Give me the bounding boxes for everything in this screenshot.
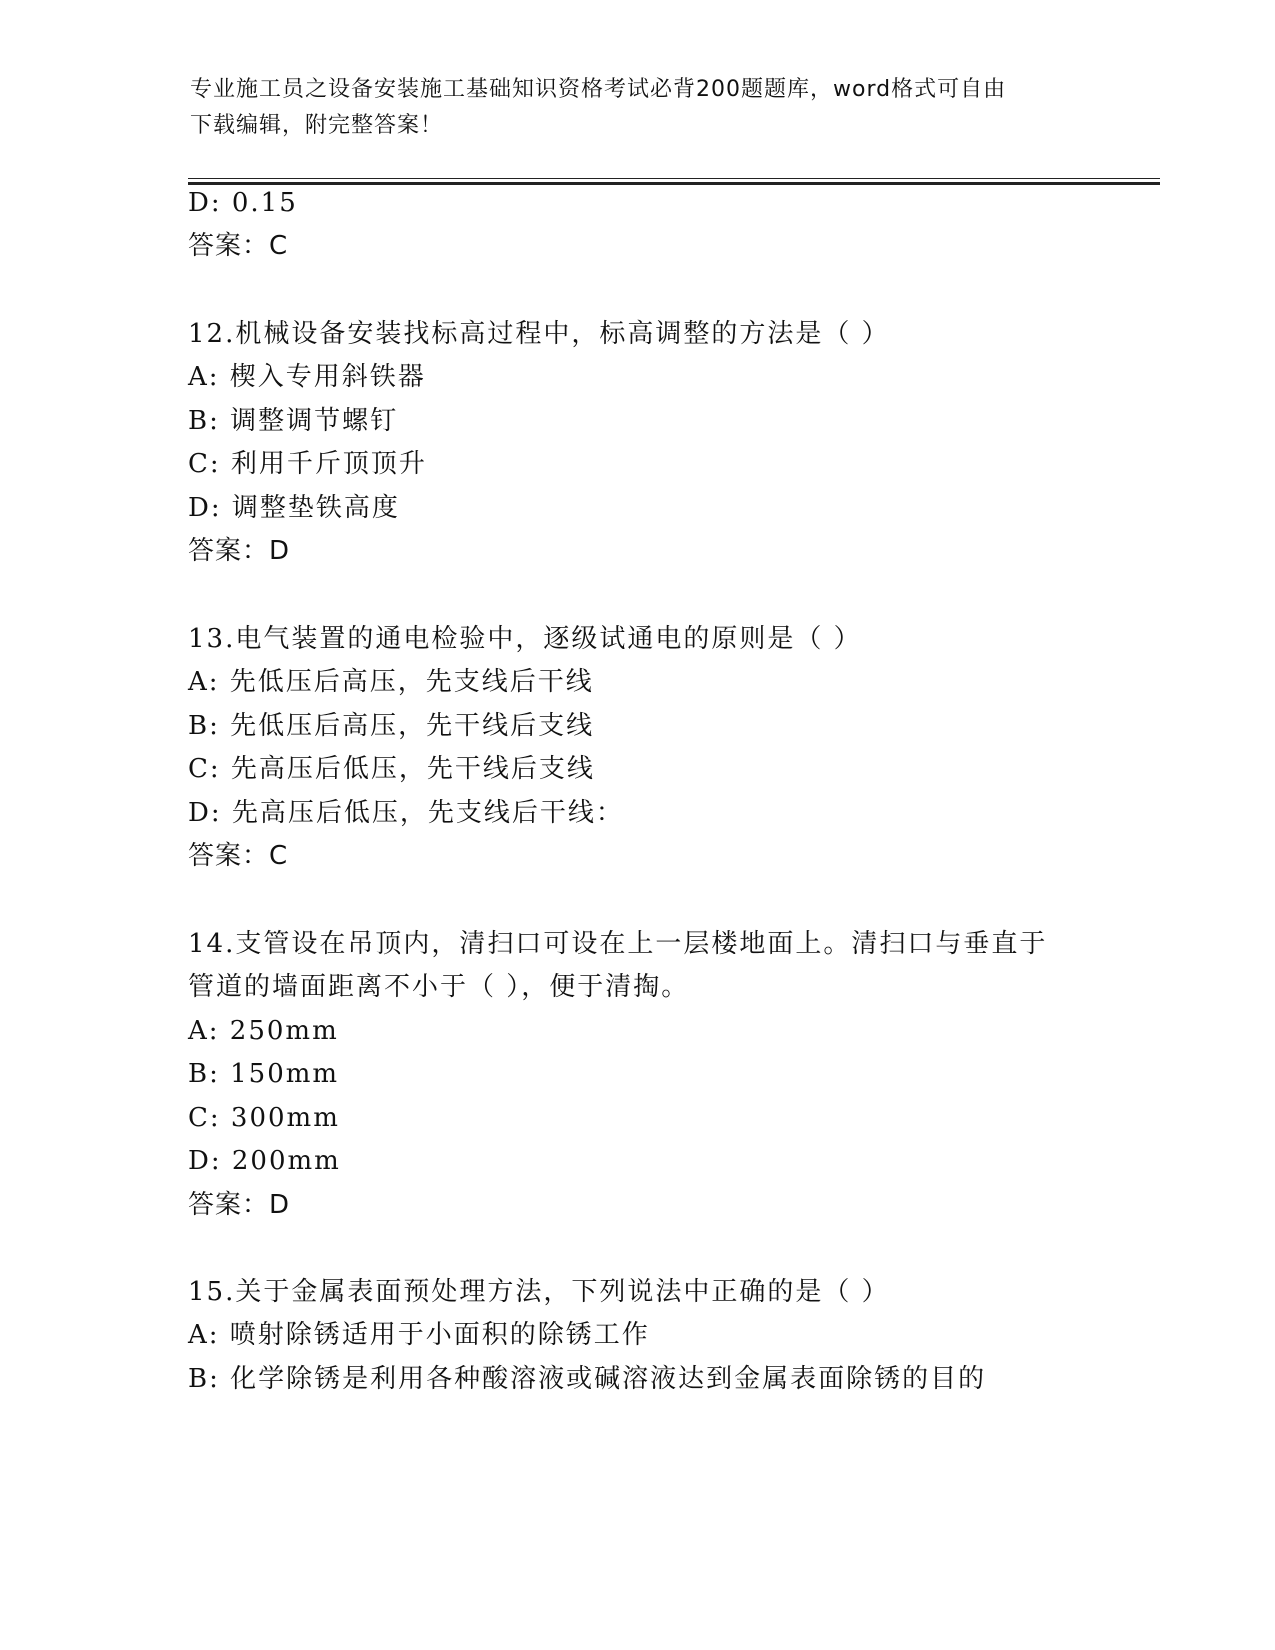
question-12-answer: 答案：D [188, 536, 291, 566]
question-13-stem: 13.电气装置的通电检验中，逐级试通电的原则是（ ） [188, 624, 862, 654]
question-11-answer: 答案：C [188, 231, 289, 261]
question-13-option-d: D: 先高压后低压，先支线后干线： [188, 798, 624, 828]
question-14-option-d: D: 200mm [188, 1146, 341, 1176]
question-14-option-a: A: 250mm [188, 1016, 339, 1046]
question-12-option-c: C: 利用千斤顶顶升 [188, 449, 427, 479]
question-12-stem: 12.机械设备安装找标高过程中，标高调整的方法是（ ） [188, 319, 890, 349]
question-12-option-d: D: 调整垫铁高度 [188, 493, 400, 523]
question-14-option-c: C: 300mm [188, 1103, 340, 1133]
header-divider-thick [188, 182, 1160, 185]
question-13-answer: 答案：C [188, 841, 289, 871]
header-title-line-2: 下载编辑，附完整答案！ [190, 113, 444, 138]
question-15-option-b: B: 化学除锈是利用各种酸溶液或碱溶液达到金属表面除锈的目的 [188, 1364, 987, 1394]
question-12-option-b: B: 调整调节螺钉 [188, 406, 399, 436]
question-14-stem-line-2: 管道的墙面距离不小于（ ），便于清掏。 [188, 972, 690, 1002]
question-13-option-b: B: 先低压后高压，先干线后支线 [188, 711, 595, 741]
question-15-stem: 15.关于金属表面预处理方法，下列说法中正确的是（ ） [188, 1277, 890, 1307]
question-14-option-b: B: 150mm [188, 1059, 340, 1089]
question-12-option-a: A: 楔入专用斜铁器 [188, 362, 426, 392]
header-divider-thin [188, 178, 1160, 179]
question-13-option-a: A: 先低压后高压，先支线后干线 [188, 667, 594, 697]
question-11-option-d: D: 0.15 [188, 188, 298, 218]
question-14-answer: 答案：D [188, 1190, 291, 1220]
document-header [190, 72, 1090, 144]
question-13-option-c: C: 先高压后低压，先干线后支线 [188, 754, 595, 784]
header-title-line-1: 专业施工员之设备安装施工基础知识资格考试必背200题题库，word格式可自由 [190, 77, 1007, 102]
question-15-option-a: A: 喷射除锈适用于小面积的除锈工作 [188, 1320, 650, 1350]
question-14-stem-line-1: 14.支管设在吊顶内，清扫口可设在上一层楼地面上。清扫口与垂直于 [188, 929, 1048, 959]
